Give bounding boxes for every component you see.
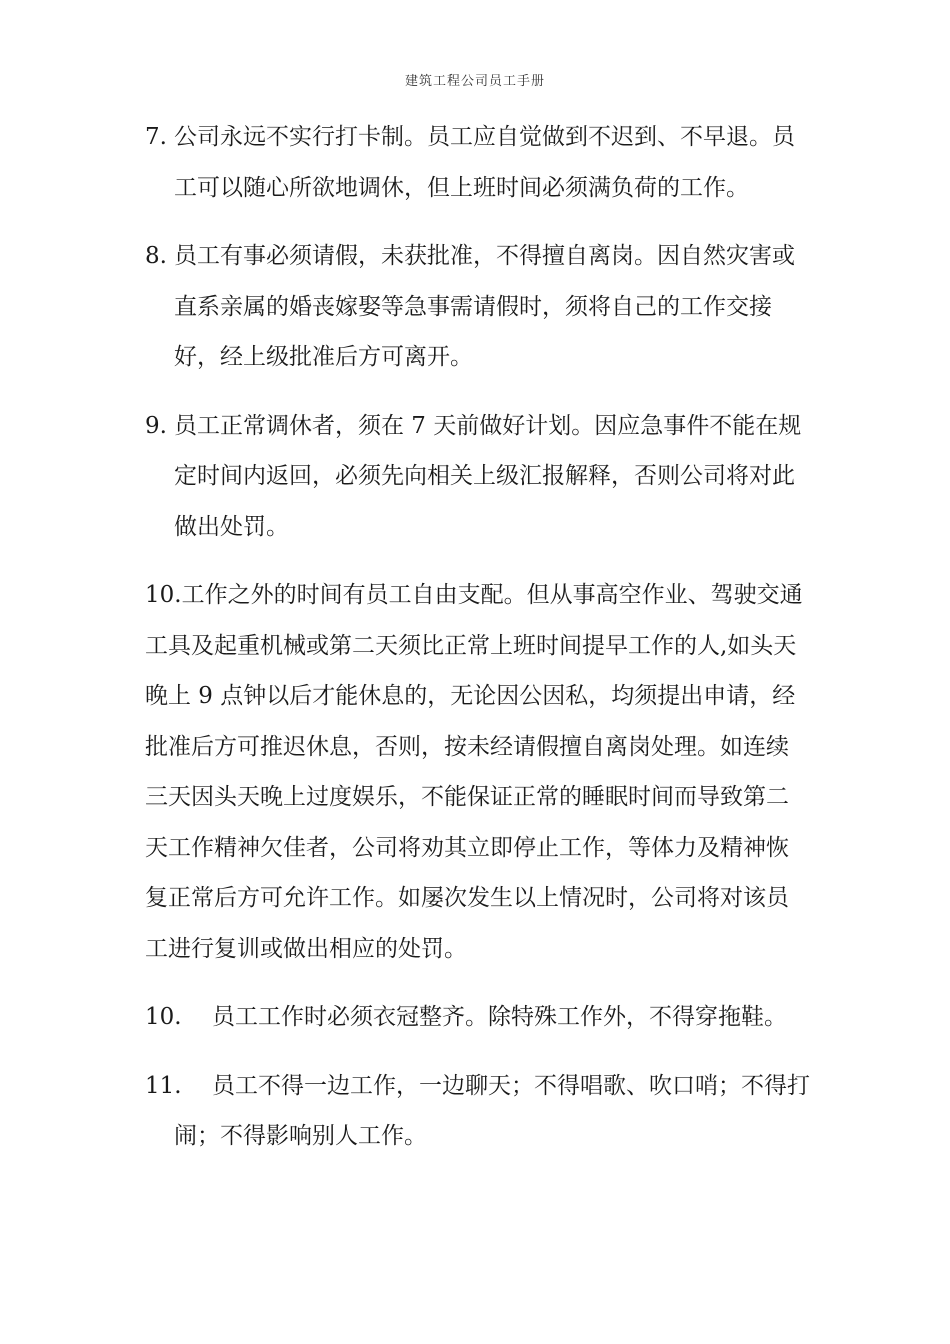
item-number: 8. — [145, 243, 167, 269]
list-item — [145, 570, 810, 974]
item-text: 公司永远不实行打卡制。员工应自觉做到不迟到、不早退。员工可以随心所欲地调休，但上班时间必须满负荷的工作。 — [174, 124, 795, 201]
item-text: 员工有事必须请假，未获批准，不得擅自离岗。因自然灾害或直系亲属的婚丧嫁娶等急事需请假时，须将自己的工作交接好，经上级批准后方可离开。 — [174, 243, 795, 370]
list-item — [145, 112, 810, 213]
list-item — [145, 401, 810, 553]
item-text — [145, 570, 810, 974]
item-number: 10. — [145, 582, 182, 608]
page-header: 建筑工程公司员工手册 — [404, 74, 545, 89]
item-text — [174, 1061, 810, 1162]
item-text — [145, 992, 810, 1043]
item-text-body: 员工工作时必须衣冠整齐。除特殊工作外，不得穿拖鞋。 — [212, 1004, 787, 1030]
item-number: 9. — [145, 412, 167, 439]
item-number: 7. — [145, 124, 167, 150]
list-item — [145, 992, 810, 1043]
item-text-body: 工作之外的时间有员工自由支配。但从事高空作业、驾驶交通工具及起重机械或第二天须比正常上班时间提早工作的人,如头天晚上 9 点钟以后才能休息的，无论因公因私，均须提出申请，经批准后方可推迟休息，否则，按未经请假擅自离岗处理。如连续三天因头天晚上过度娱乐，不能保证正常的睡眠时间而导致第二天工作精神欠佳者，公司将劝其立即停止工作，等体力及精神恢复正常后方可允许工作。如屡次发生以上情况时，公司将对该员工进行复训或做出相应的处罚。 — [145, 582, 803, 962]
rules-list — [145, 112, 810, 1180]
item-number: 10. — [145, 1004, 182, 1030]
item-text-body: 员工不得一边工作，一边聊天；不得唱歌、吹口哨；不得打闹；不得影响别人工作。 — [174, 1072, 810, 1149]
list-item — [145, 231, 810, 383]
item-text: 员工正常调休者，须在 7 天前做好计划。因应急事件不能在规定时间内返回，必须先向相关上级汇报解释，否则公司将对此做出处罚。 — [174, 412, 802, 540]
item-number: 11. — [145, 1072, 182, 1099]
list-item — [145, 1061, 810, 1162]
